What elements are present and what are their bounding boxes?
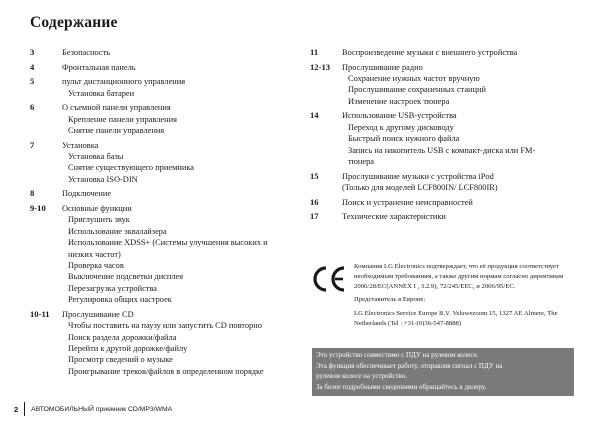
toc-entry xyxy=(30,188,300,199)
toc-subsection: Изменение настроек тюнера xyxy=(348,96,450,106)
toc-section-title: Воспроизведение музыки с внешнего устройства xyxy=(342,48,518,57)
toc-page-number: 6 xyxy=(30,102,35,113)
toc-section-title: Прослушивание CD xyxy=(62,309,134,319)
toc-entry-row xyxy=(30,309,300,320)
toc-entry-row xyxy=(310,171,572,182)
toc-page-number: 15 xyxy=(310,170,319,181)
toc-entry xyxy=(30,76,300,99)
toc-subsection: Перейти к другой дорожке/файлу xyxy=(68,344,188,354)
toc-entry-row xyxy=(30,140,300,151)
toc-section-title: Прослушивание музыки с устройства iPod xyxy=(342,171,494,181)
toc-subsection: Поиск раздела дорожки/файла xyxy=(68,332,177,342)
toc-right-column xyxy=(310,47,572,226)
toc-subsection: Запись на накопитель USB с компакт-диска или FM- xyxy=(348,145,536,155)
toc-section-title: Технические характеристики xyxy=(342,212,446,222)
toc-subsection: Крепление панели управления xyxy=(68,114,177,124)
toc-entry xyxy=(310,211,572,222)
toc-page-number: 9-10 xyxy=(30,203,46,213)
toc-subsection: Приглушить звук xyxy=(68,215,130,225)
toc-page-number: 8 xyxy=(30,188,35,199)
toc-entry xyxy=(30,102,300,136)
toc-page-number: 14 xyxy=(310,110,319,121)
toc-section-title: Установка xyxy=(62,140,99,150)
toc-subsection: тюнера xyxy=(348,157,375,167)
toc-page-number: 5 xyxy=(30,76,35,87)
footer-product-text: АВТОМОБИЛЬНЫЙ приемник CD/MP3/WMA xyxy=(31,405,173,413)
toc-section-title: Фронтальная панель xyxy=(62,62,136,72)
toc-entry xyxy=(310,62,572,108)
toc-page-number: 4 xyxy=(30,61,35,72)
toc-subsection: Установка батареи xyxy=(68,88,135,98)
toc-page-number: 7 xyxy=(30,139,35,150)
note-line: За более подробными сведениями обращайтесь к дилеру. xyxy=(316,382,487,391)
toc-entry xyxy=(30,140,300,186)
toc-entry-row xyxy=(30,47,300,58)
toc-section-title: Использование USB-устройства xyxy=(342,111,457,121)
toc-subsection: Проигрывание треков/файлов в определенном порядке xyxy=(68,366,264,376)
note-line: Это устройство совместимо с ПДУ на рулевом колесе. xyxy=(316,351,479,359)
toc-entry xyxy=(310,197,572,208)
toc-subsection: Снятие существующего приемника xyxy=(68,163,194,173)
toc-subsection: Просмотр сведений о музыке xyxy=(68,355,173,365)
note-line: рулевом колесе на устройство. xyxy=(316,372,408,381)
ce-representative-address: LG Electronics Service Europe B.V. Veluwezoom 15, 1327 AE Almere, The Netherlands (Tel : +31-(0)36-547-8888) xyxy=(354,310,558,327)
toc-section-title: Прослушивание радио xyxy=(342,62,423,72)
toc-entry-row xyxy=(30,76,300,87)
page-footer xyxy=(14,402,172,416)
toc-entry xyxy=(30,62,300,73)
toc-entry-row xyxy=(30,203,300,214)
toc-subsection: Чтобы поставить на паузу или запустить CD повторно xyxy=(68,321,262,331)
toc-entry-row xyxy=(30,62,300,73)
toc-left-column xyxy=(30,47,300,380)
toc-entry-row xyxy=(310,62,572,73)
ce-compliance-text xyxy=(354,262,572,333)
toc-section-title: Поиск и устранение неисправностей xyxy=(342,197,473,207)
toc-subsection: Регулировка общих настроек xyxy=(68,295,172,305)
toc-page-number: 17 xyxy=(310,211,319,222)
toc-entry xyxy=(310,47,572,58)
toc-entry xyxy=(30,309,300,377)
page-number: 2 xyxy=(14,404,19,414)
toc-entry-row xyxy=(310,197,572,208)
toc-entry xyxy=(310,110,572,167)
toc-subsection: Быстрый поиск нужного файла xyxy=(348,134,460,144)
steering-remote-note xyxy=(312,348,574,396)
toc-section-title: О съемной панели управления xyxy=(62,103,171,113)
footer-divider xyxy=(24,402,25,416)
toc-page-number: 11 xyxy=(310,47,319,57)
note-line: Эта функция обеспечивает работу, отправляя сигнал с ПДУ на xyxy=(316,361,503,370)
ce-representative-label: Представитель в Европе: xyxy=(354,296,426,304)
toc-section-title: Основные функции xyxy=(62,204,132,213)
toc-entry-row xyxy=(310,47,572,58)
toc-page-number: 16 xyxy=(310,196,319,207)
toc-page-number: 12-13 xyxy=(310,61,331,72)
toc-subsection: Прослушивание сохраненных станций xyxy=(348,85,486,95)
toc-entry-row xyxy=(310,211,572,222)
toc-entry-row xyxy=(310,110,572,121)
toc-section-title: пульт дистанционного управления xyxy=(62,77,186,87)
toc-entry-row xyxy=(30,102,300,113)
toc-subsection: (Только для моделей LCF800IN/ LCF800IR) xyxy=(342,183,498,193)
toc-subsection: Использование XDSS+ (Системы улучшения высоких и xyxy=(68,238,268,248)
page-title: Содержание xyxy=(30,14,118,31)
toc-section-title: Подключение xyxy=(62,189,112,199)
toc-entry xyxy=(30,47,300,58)
ce-mark-icon xyxy=(310,264,348,294)
toc-subsection: Сохранение нужных частот вручную xyxy=(348,74,480,83)
toc-entry-row xyxy=(30,188,300,199)
toc-subsection: Использование эквалайзера xyxy=(68,226,167,236)
toc-page-number: 10-11 xyxy=(30,308,50,319)
toc-subsection: Установка базы xyxy=(68,152,124,161)
toc-subsection: Переход к другому дисководу xyxy=(348,122,454,132)
ce-statement: Компания LG Electronics подтверждает, что её продукция соответствует необходимым требованиям, а также другим нормам согласно директивам 2006/28/EC(ANNEX I , 3.2.9), 72/245/EEC, и 2006/95/EC. xyxy=(354,263,564,290)
toc-entry xyxy=(30,203,300,306)
toc-subsection: Проверка часов xyxy=(68,261,124,271)
toc-subsection: Снятие панели управления xyxy=(68,126,165,135)
toc-section-title: Безопасность xyxy=(62,48,111,57)
toc-page-number: 3 xyxy=(30,47,35,57)
toc-subsection: Перезагрузка устройства xyxy=(68,283,158,293)
toc-subsection: Выключение подсветки дисплея xyxy=(68,272,184,282)
toc-subsection: Установка ISO-DIN xyxy=(68,174,138,184)
toc-entry xyxy=(310,171,572,194)
toc-subsection: низких частот) xyxy=(68,249,121,259)
